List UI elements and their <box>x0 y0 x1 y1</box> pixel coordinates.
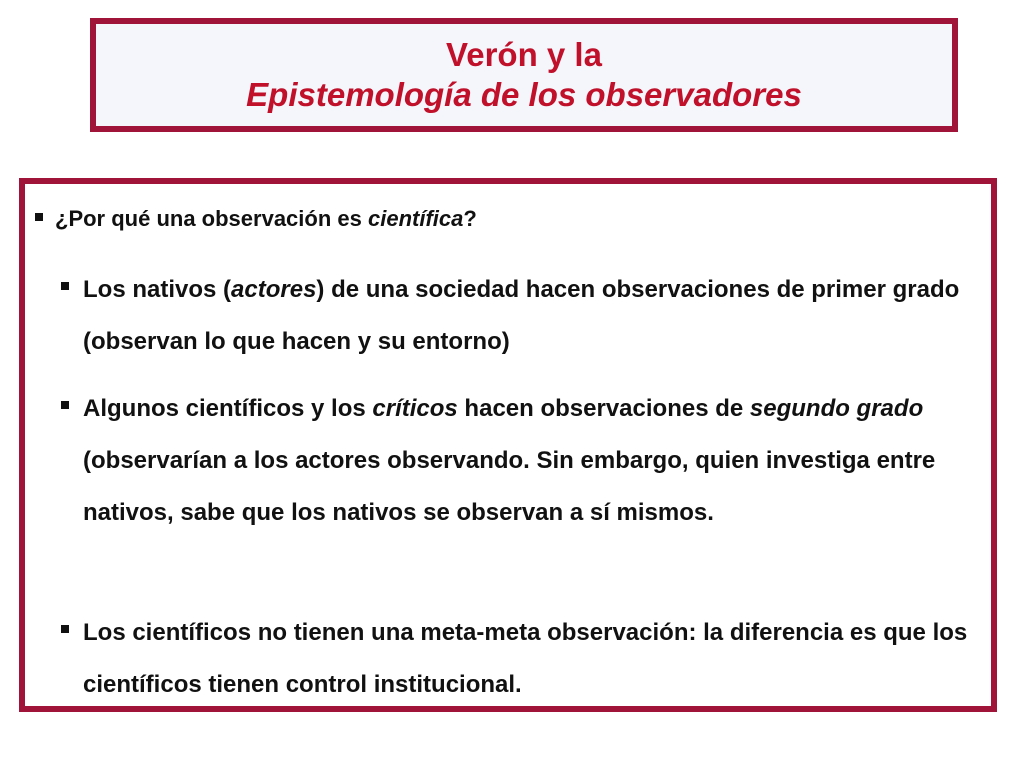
item-3-seg-1: Los científicos no tienen una meta-meta observación: la diferencia es que los científicos tienen control institucional. <box>83 619 968 698</box>
bullet-item-1 <box>61 264 1003 368</box>
item-2-seg-1: Algunos científicos y los <box>83 395 373 422</box>
bullet-item-2 <box>61 383 1003 539</box>
item-1-seg-2: actores <box>231 276 317 303</box>
square-bullet-icon <box>61 625 69 633</box>
square-bullet-icon <box>35 213 43 221</box>
item-2-seg-5: (observarían a los actores observando. Sin embargo, quien investiga entre nativos, sabe que los nativos se observan a sí mismos. <box>83 447 936 526</box>
question-prefix: ¿Por qué una observación es <box>55 206 368 231</box>
question-suffix: ? <box>463 206 477 231</box>
item-1-seg-3: ) de una sociedad hacen observaciones de primer grado (observan lo que hacen y su entorno) <box>83 276 960 355</box>
square-bullet-icon <box>61 401 69 409</box>
bullet-item-3 <box>61 607 1003 711</box>
content-box <box>19 178 997 712</box>
item-2-seg-3: hacen observaciones de <box>457 395 750 422</box>
item-2-seg-2: críticos <box>372 395 458 422</box>
item-2-seg-4: segundo grado <box>749 395 924 422</box>
title-line-1: Verón y la <box>446 36 602 73</box>
item-1-seg-1: Los nativos ( <box>83 276 232 303</box>
square-bullet-icon <box>61 282 69 290</box>
title-line-2: Epistemología de los observadores <box>246 76 802 113</box>
slide-title <box>90 18 958 132</box>
question-line <box>35 206 477 232</box>
question-italic: científica <box>367 206 464 231</box>
